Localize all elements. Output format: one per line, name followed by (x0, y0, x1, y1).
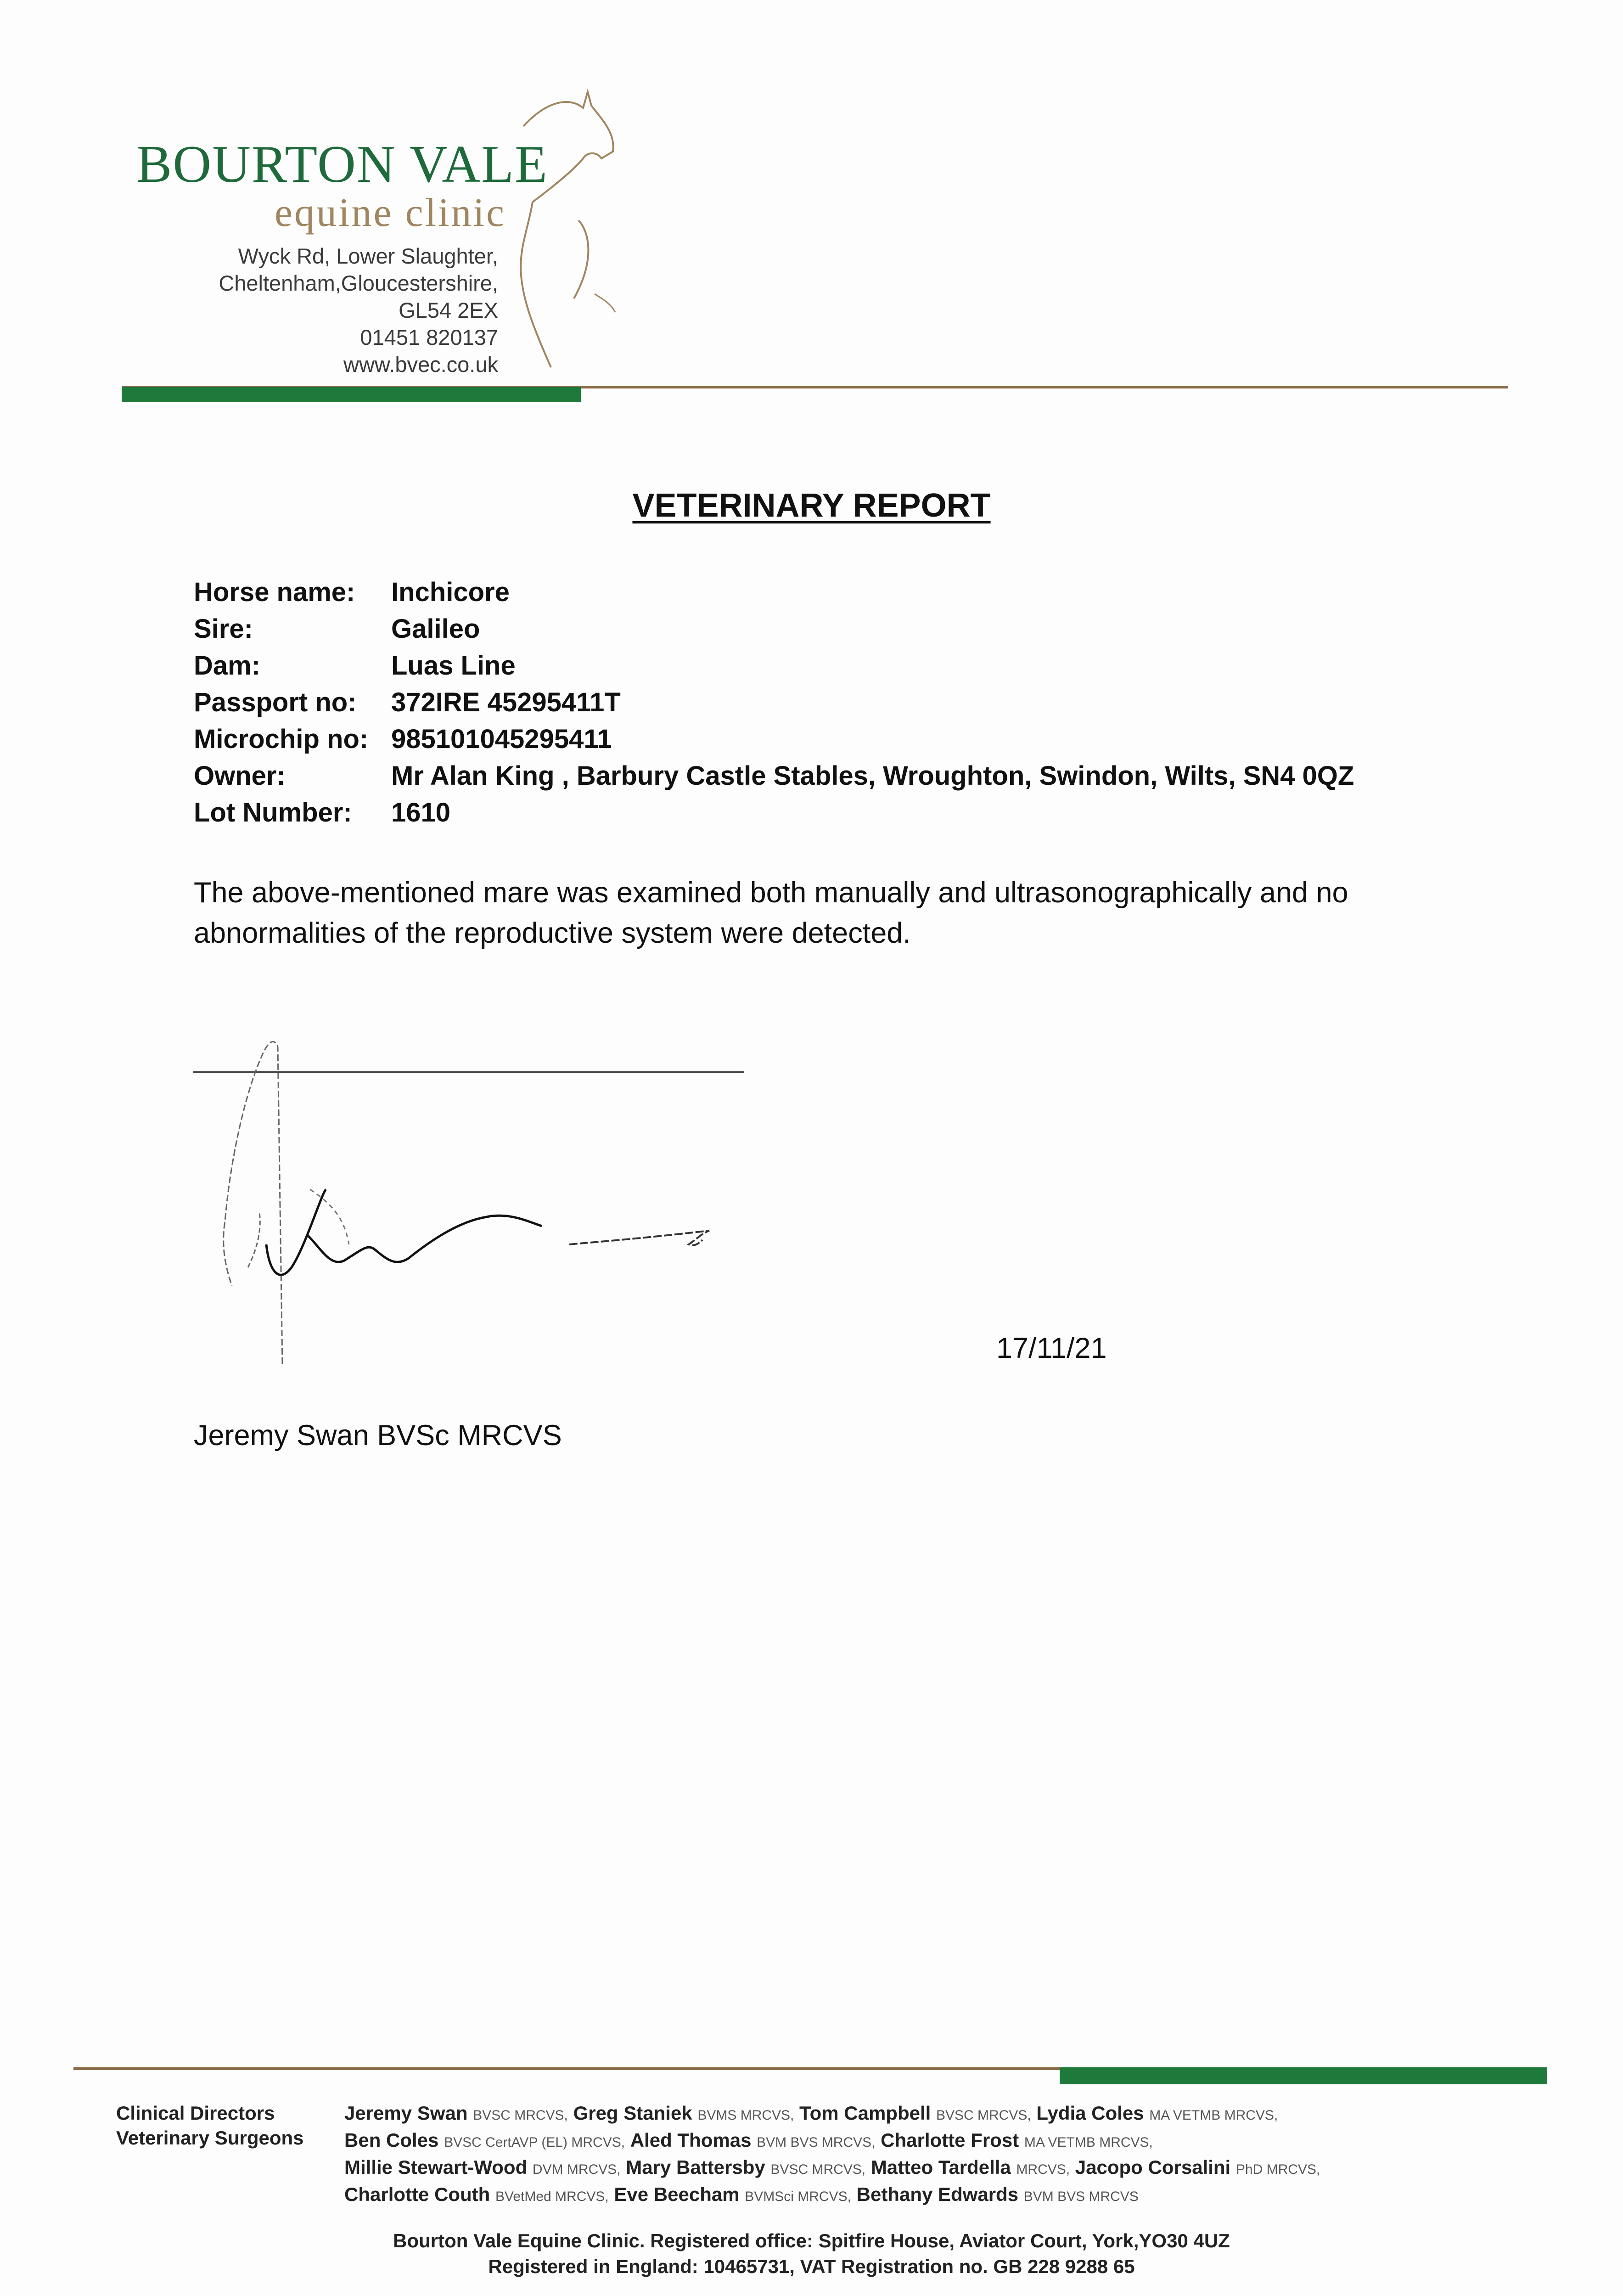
horse-logo-icon (519, 83, 620, 377)
staff-name: Ben Coles (344, 2129, 439, 2151)
staff-quals: BVSC CertAVP (EL) MRCVS, (444, 2135, 625, 2150)
staff-line (344, 2182, 1584, 2209)
staff-quals: BVetMed MRCVS, (495, 2189, 609, 2204)
staff-quals: BVSC MRCVS, (473, 2108, 568, 2123)
staff-name: Mary Battersby (626, 2156, 765, 2178)
address-line: Cheltenham,Gloucestershire, (219, 271, 498, 295)
header-accent-bar (122, 387, 581, 402)
staff-quals: MA VETMB MRCVS, (1149, 2108, 1278, 2123)
staff-name: Charlotte Frost (881, 2129, 1019, 2151)
staff-name: Jacopo Corsalini (1075, 2156, 1231, 2178)
staff-name: Charlotte Couth (344, 2183, 490, 2205)
staff-quals: MRCVS, (1016, 2162, 1070, 2177)
report-date: 17/11/21 (996, 1332, 1107, 1364)
label-veterinary-surgeons: Veterinary Surgeons (116, 2127, 304, 2149)
report-title: VETERINARY REPORT (632, 487, 991, 524)
staff-list (344, 2101, 1584, 2209)
staff-name: Greg Staniek (573, 2102, 692, 2124)
detail-row-lot-number: Lot Number: 1610 (194, 798, 451, 827)
staff-quals: BVM BVS MRCVS (1023, 2189, 1139, 2204)
staff-quals: BVMS MRCVS, (697, 2108, 794, 2123)
staff-name: Jeremy Swan (344, 2102, 468, 2124)
detail-row-microchip: Microchip no: 985101045295411 (194, 724, 612, 754)
staff-name: Aled Thomas (630, 2129, 752, 2151)
registration-numbers: Registered in England: 10465731, VAT Registration no. GB 228 9288 65 (488, 2256, 1135, 2277)
signature (193, 1029, 753, 1378)
detail-row-dam: Dam: Luas Line (194, 651, 516, 681)
staff-name: Millie Stewart-Wood (344, 2156, 528, 2178)
staff-name: Tom Campbell (799, 2102, 931, 2124)
phone-number: 01451 820137 (360, 325, 498, 349)
website-link[interactable]: www.bvec.co.uk (343, 352, 498, 377)
address-line: Wyck Rd, Lower Slaughter, (238, 244, 498, 268)
staff-quals: BVM BVS MRCVS, (757, 2135, 876, 2150)
signer-name: Jeremy Swan BVSc MRCVS (194, 1419, 562, 1452)
exam-findings: The above-mentioned mare was examined both manually and ultrasonographically and no abnormalities of the reproductive system were detected. (194, 877, 1348, 949)
footer-accent-bar (1060, 2067, 1547, 2084)
staff-name: Matteo Tardella (870, 2156, 1011, 2178)
staff-quals: BVSC MRCVS, (770, 2162, 866, 2177)
staff-quals: MA VETMB MRCVS, (1024, 2135, 1153, 2150)
staff-name: Eve Beecham (614, 2183, 740, 2205)
label-clinical-directors: Clinical Directors (116, 2102, 275, 2124)
staff-line (344, 2155, 1584, 2182)
staff-quals: BVSC MRCVS, (936, 2108, 1031, 2123)
footer-labels (116, 2101, 304, 2150)
staff-line (344, 2128, 1584, 2155)
registered-office: Bourton Vale Equine Clinic. Registered office: Spitfire House, Aviator Court, York,YO30 4UZ (393, 2230, 1230, 2251)
staff-quals: BVMSci MRCVS, (745, 2189, 851, 2204)
clinic-subtitle: equine clinic (275, 191, 506, 235)
detail-row-owner: Owner: Mr Alan King , Barbury Castle Stables, Wroughton, Swindon, Wilts, SN4 0QZ (194, 761, 1354, 791)
detail-row-passport: Passport no: 372IRE 45295411T (194, 687, 621, 717)
clinic-name: BOURTON VALE (136, 135, 548, 194)
detail-row-horse-name: Horse name: Inchicore (194, 577, 510, 607)
staff-quals: DVM MRCVS, (532, 2162, 621, 2177)
staff-line (344, 2101, 1584, 2128)
staff-quals: PhD MRCVS, (1236, 2162, 1320, 2177)
staff-name: Lydia Coles (1036, 2102, 1144, 2124)
address-line: GL54 2EX (399, 298, 498, 322)
horse-details (194, 574, 1354, 831)
detail-row-sire: Sire: Galileo (194, 614, 480, 644)
staff-name: Bethany Edwards (856, 2183, 1019, 2205)
